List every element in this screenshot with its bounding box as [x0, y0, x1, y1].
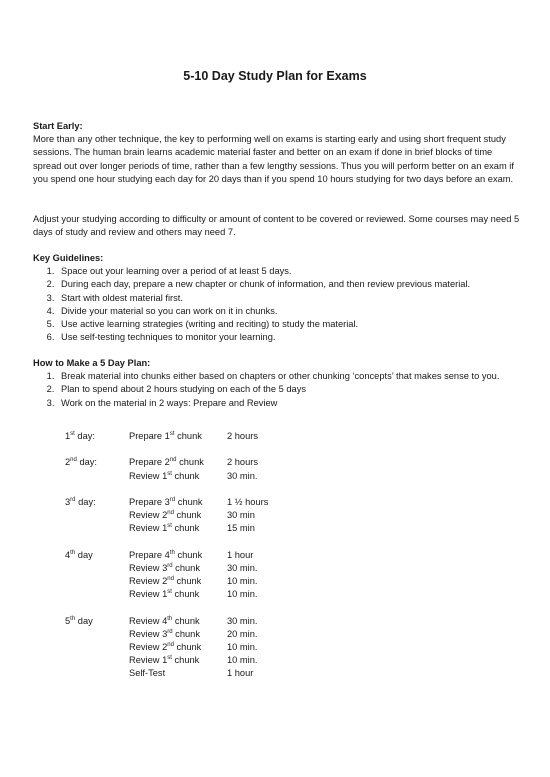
task-text: Review 1 — [129, 589, 168, 600]
day-number: 1 — [65, 431, 71, 441]
adjust-section — [33, 213, 523, 239]
day-label — [65, 470, 129, 483]
task-duration: 10 min. — [227, 655, 258, 666]
ordinal-suffix: nd — [169, 457, 177, 464]
task-text: chunk — [174, 431, 202, 441]
task-text: Review 2 — [129, 510, 168, 521]
ordinal-suffix: nd — [70, 457, 77, 464]
task-duration: 30 min — [227, 510, 255, 521]
day-label — [65, 430, 129, 443]
task-duration: 15 min — [227, 523, 255, 534]
day-label — [65, 667, 129, 680]
day-label — [65, 509, 129, 522]
task-text: chunk — [174, 549, 203, 560]
start-early-paragraph: More than any other technique, the key to performing well on exams is starting early and using short frequent study sessions. The human brain learns academic material faster and better on an exam if done in brief blocks of time spread out over longer periods of time, rather than a few lengthy sessions. Thus you will perform better on an exam if you spend one hour studying each day for 20 days than if you spend 10 hours studying for two days before an exam. — [33, 134, 514, 184]
start-early-section — [33, 120, 523, 186]
ordinal-suffix: rd — [167, 562, 173, 569]
task-label — [129, 588, 227, 601]
schedule-row — [65, 575, 297, 588]
guideline-item: 2. During each day, prepare a new chapter or chunk of information, and then review previous material. — [57, 278, 523, 291]
schedule-row — [65, 496, 297, 509]
start-early-heading: Start Early: — [33, 121, 83, 131]
task-text: Prepare 1 — [129, 431, 170, 441]
task-label — [129, 496, 227, 509]
schedule-row — [65, 470, 297, 483]
task-label — [129, 654, 227, 667]
day-label — [65, 562, 129, 575]
task-label — [129, 522, 227, 535]
schedule-row — [65, 430, 297, 443]
task-label — [129, 456, 227, 469]
schedule-row — [65, 615, 297, 628]
task-text: Review 3 — [129, 562, 168, 573]
ordinal-suffix: st — [169, 430, 175, 437]
task-text: chunk — [172, 562, 200, 573]
task-text: Review 1 — [129, 523, 168, 534]
day-label — [65, 496, 129, 509]
ordinal-suffix: st — [167, 470, 172, 477]
task-label — [129, 667, 227, 680]
day-suffix: day: — [76, 457, 98, 468]
task-duration: 30 min. — [227, 615, 258, 626]
task-text: chunk — [171, 523, 200, 534]
task-duration: 10 min. — [227, 642, 258, 652]
day-label — [65, 641, 129, 654]
task-text: chunk — [176, 457, 204, 468]
day-suffix: day — [75, 549, 93, 560]
key-guidelines-heading: Key Guidelines: — [33, 253, 104, 263]
schedule-day — [65, 549, 297, 602]
schedule-day — [65, 496, 297, 536]
task-text: chunk — [171, 470, 200, 481]
day-label — [65, 522, 129, 535]
schedule-row — [65, 588, 297, 601]
day-suffix: day: — [74, 431, 95, 441]
task-text: chunk — [172, 615, 200, 626]
task-text: chunk — [175, 496, 203, 507]
day-number: 3 — [65, 496, 71, 507]
ordinal-suffix: st — [167, 655, 172, 662]
schedule-row — [65, 641, 297, 654]
task-duration: 2 hours — [227, 431, 259, 441]
ordinal-suffix: th — [70, 615, 76, 622]
schedule-row — [65, 522, 297, 535]
task-text: Review 4 — [129, 615, 168, 626]
how-to-item: 1. Break material into chunks either based on chapters or other chunking ‘concepts’ that makes sense to you. — [57, 370, 523, 383]
ordinal-suffix: st — [167, 589, 172, 596]
schedule-row — [65, 549, 297, 562]
guideline-item: 4. Divide your material so you can work on it in chunks. — [57, 305, 523, 318]
ordinal-suffix: th — [70, 549, 76, 556]
task-text: chunk — [172, 628, 200, 639]
task-text: Review 2 — [129, 642, 168, 652]
task-label — [129, 628, 227, 641]
how-to-list — [33, 370, 523, 410]
task-label — [129, 562, 227, 575]
day-label — [65, 628, 129, 641]
ordinal-suffix: st — [167, 523, 172, 530]
ordinal-suffix: nd — [167, 510, 174, 517]
how-to-item: 2. Plan to spend about 2 hours studying on each of the 5 days — [57, 383, 523, 396]
task-label — [129, 641, 227, 654]
task-text: chunk — [171, 589, 200, 600]
task-text: Review 1 — [129, 655, 168, 666]
task-text: Prepare 2 — [129, 457, 170, 468]
page-title: 5-10 Day Study Plan for Exams — [183, 69, 367, 83]
day-suffix: day — [75, 615, 93, 626]
ordinal-suffix: rd — [169, 496, 176, 503]
task-text: Prepare 4 — [129, 549, 170, 560]
schedule-row — [65, 654, 297, 667]
task-label — [129, 470, 227, 483]
task-label — [129, 575, 227, 588]
day-number: 4 — [65, 549, 71, 560]
day-label — [65, 615, 129, 628]
key-guidelines-list — [33, 265, 523, 344]
task-duration: 10 min. — [227, 589, 258, 600]
how-to-section — [33, 357, 523, 410]
task-duration: 1 ½ hours — [227, 496, 269, 507]
ordinal-suffix: rd — [70, 496, 76, 503]
task-duration: 2 hours — [227, 457, 259, 468]
ordinal-suffix: nd — [167, 575, 174, 582]
task-text: chunk — [171, 655, 200, 666]
task-text: chunk — [173, 510, 202, 521]
task-duration: 1 hour — [227, 549, 254, 560]
day-label — [65, 588, 129, 601]
guideline-item: 5. Use active learning strategies (writing and reciting) to study the material. — [57, 318, 523, 331]
key-guidelines-section — [33, 252, 523, 344]
day-label — [65, 575, 129, 588]
ordinal-suffix: rd — [167, 628, 173, 635]
task-duration: 10 min. — [227, 576, 258, 587]
day-number: 2 — [65, 457, 71, 468]
task-label — [129, 549, 227, 562]
schedule-day — [65, 615, 297, 681]
schedule-row — [65, 628, 297, 641]
how-to-heading: How to Make a 5 Day Plan: — [33, 358, 151, 368]
day-label — [65, 549, 129, 562]
guideline-item: 3. Start with oldest material first. — [57, 292, 523, 305]
task-label — [129, 430, 227, 443]
adjust-paragraph: Adjust your studying according to difficulty or amount of content to be covered or reviewed. Some courses may need 5 days of study and review and others may need 7. — [33, 214, 520, 238]
day-label — [65, 654, 129, 667]
day-label — [65, 456, 129, 469]
guideline-item: 1. Space out your learning over a period of at least 5 days. — [57, 265, 523, 278]
day-number: 5 — [65, 615, 71, 626]
task-duration: 30 min. — [227, 470, 258, 481]
task-text: Review 2 — [129, 576, 168, 587]
task-text: Prepare 3 — [129, 496, 170, 507]
schedule-row — [65, 562, 297, 575]
ordinal-suffix: nd — [167, 641, 174, 648]
task-duration: 1 hour — [227, 668, 254, 679]
task-text: Self-Test — [129, 668, 166, 679]
schedule-row — [65, 667, 297, 680]
schedule-row — [65, 509, 297, 522]
ordinal-suffix: st — [70, 430, 75, 437]
task-text: chunk — [173, 576, 202, 587]
how-to-item: 3. Work on the material in 2 ways: Prepare and Review — [57, 397, 523, 410]
task-label — [129, 615, 227, 628]
schedule-row — [65, 456, 297, 469]
task-duration: 20 min. — [227, 628, 258, 639]
study-schedule — [65, 430, 297, 694]
schedule-day — [65, 456, 297, 482]
task-text: Review 3 — [129, 628, 168, 639]
day-suffix: day: — [75, 496, 96, 507]
ordinal-suffix: th — [167, 615, 173, 622]
ordinal-suffix: th — [169, 549, 175, 556]
guideline-item: 6. Use self-testing techniques to monitor your learning. — [57, 331, 523, 344]
task-text: chunk — [173, 642, 202, 652]
task-label — [129, 509, 227, 522]
task-duration: 30 min. — [227, 562, 258, 573]
task-text: Review 1 — [129, 470, 168, 481]
schedule-day — [65, 430, 297, 443]
